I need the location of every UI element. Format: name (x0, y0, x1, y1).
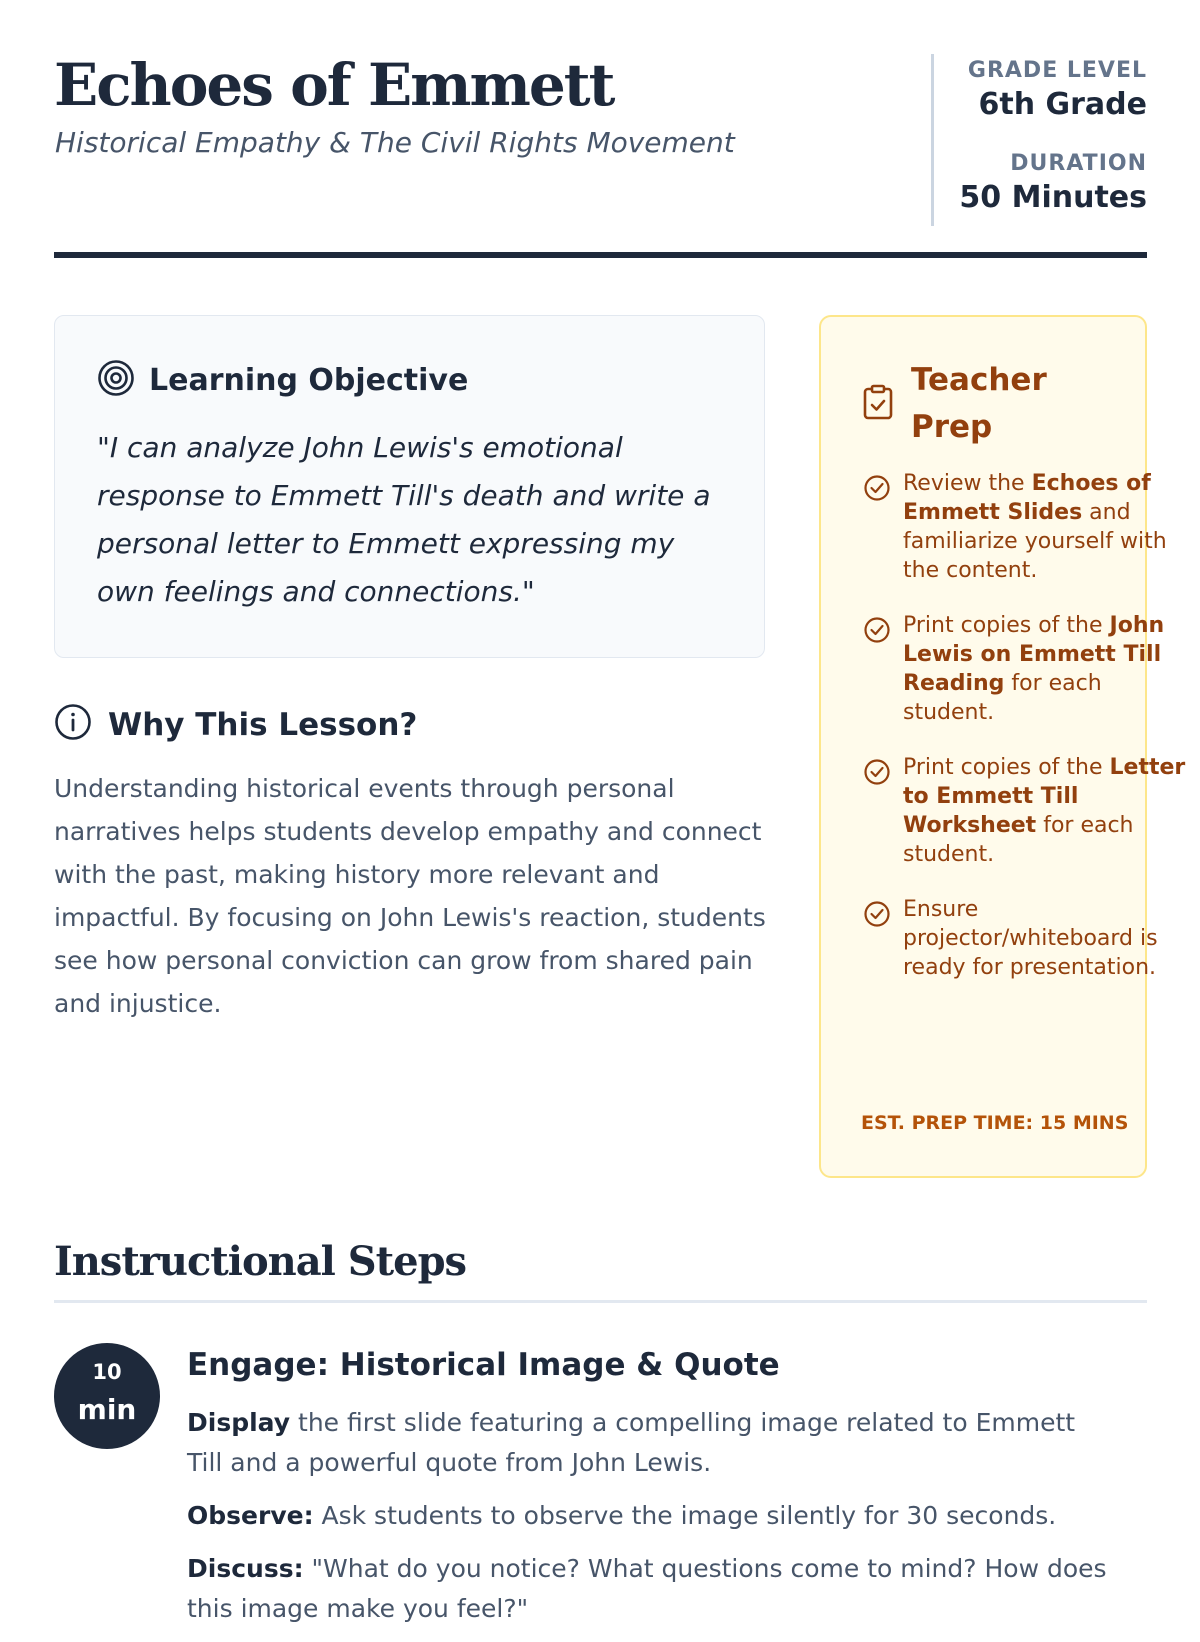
step-line-label: Discuss: (187, 1554, 304, 1583)
page-title: Echoes of Emmett (54, 51, 614, 119)
check-circle-icon (863, 758, 891, 794)
prep-item-text: Ensure projector/whiteboard is ready for presentation. (903, 897, 1158, 980)
step-line: Observe: Ask students to observe the image silently for 30 seconds. (187, 1501, 1057, 1530)
teacher-prep-header (863, 357, 1061, 451)
why-lesson-header (54, 703, 417, 746)
grade-level-label: GRADE LEVEL (967, 58, 1147, 83)
step-line-label: Display (187, 1408, 291, 1437)
info-icon (54, 703, 92, 746)
steps-divider (54, 1300, 1147, 1303)
lesson-header (54, 50, 1147, 260)
teacher-prep-card (819, 315, 1186, 1178)
why-lesson-text: Understanding historical events through personal narratives helps students develop empathy and connect with the past, making history more relevant and impactful. By focusing on John Lewis's reaction, students see how personal conviction can grow from shared pain and injustice. (54, 774, 766, 1018)
prep-item-text: Print copies of the John Lewis on Emmett Till Reading for each student. (903, 613, 1165, 725)
step-body (187, 1403, 1117, 1642)
step-minutes-unit: min (77, 1393, 137, 1426)
learning-objective-header (97, 359, 468, 402)
step-title: Engage: Historical Image & Quote (187, 1347, 780, 1383)
duration-value: 50 Minutes (959, 180, 1147, 215)
clipboard-check-icon (863, 384, 893, 425)
grade-level-value: 6th Grade (978, 87, 1147, 122)
teacher-prep-heading: Teacher Prep (911, 362, 1047, 445)
header-divider (54, 252, 1147, 258)
prep-item (863, 895, 1193, 982)
step-duration-badge (54, 1343, 160, 1449)
lesson-meta (931, 54, 1147, 226)
prep-item (863, 469, 1193, 585)
why-lesson-heading: Why This Lesson? (108, 706, 418, 743)
prep-item-resource: Letter to Emmett Till Worksheet (903, 755, 1186, 838)
learning-objective-heading: Learning Objective (149, 363, 469, 398)
prep-item-text: Review the Echoes of Emmett Slides and familiarize yourself with the content. (903, 471, 1167, 583)
prep-item-resource: Echoes of Emmett Slides (903, 471, 1151, 525)
duration-label: DURATION (1010, 151, 1147, 176)
prep-time: EST. PREP TIME: 15 MINS (861, 1112, 1129, 1134)
learning-objective-card (54, 315, 765, 658)
prep-item-text: Print copies of the Letter to Emmett Till Worksheet for each student. (903, 755, 1186, 867)
prep-item-resource: John Lewis on Emmett Till Reading (903, 613, 1165, 696)
page-subtitle: Historical Empathy & The Civil Rights Movement (55, 126, 735, 159)
step-line: Discuss: "What do you notice? What questions come to mind? How does this image make you feel?" (187, 1554, 1107, 1623)
learning-objective-text: "I can analyze John Lewis's emotional response to Emmett Till's death and write a personal letter to Emmett expressing my own feelings and connections." (97, 431, 711, 608)
target-icon (97, 359, 135, 402)
step-line-label: Observe: (187, 1501, 314, 1530)
prep-item (863, 611, 1193, 727)
check-circle-icon (863, 616, 891, 652)
check-circle-icon (863, 474, 891, 510)
step-line: Display the first slide featuring a compelling image related to Emmett Till and a powerful quote from John Lewis. (187, 1408, 1076, 1477)
teacher-prep-list (863, 469, 1193, 1008)
prep-item (863, 753, 1193, 869)
step-minutes: 10 (92, 1360, 122, 1384)
steps-heading: Instructional Steps (54, 1238, 467, 1285)
duration-block (959, 151, 1147, 215)
check-circle-icon (863, 900, 891, 936)
grade-level-block (968, 58, 1147, 122)
